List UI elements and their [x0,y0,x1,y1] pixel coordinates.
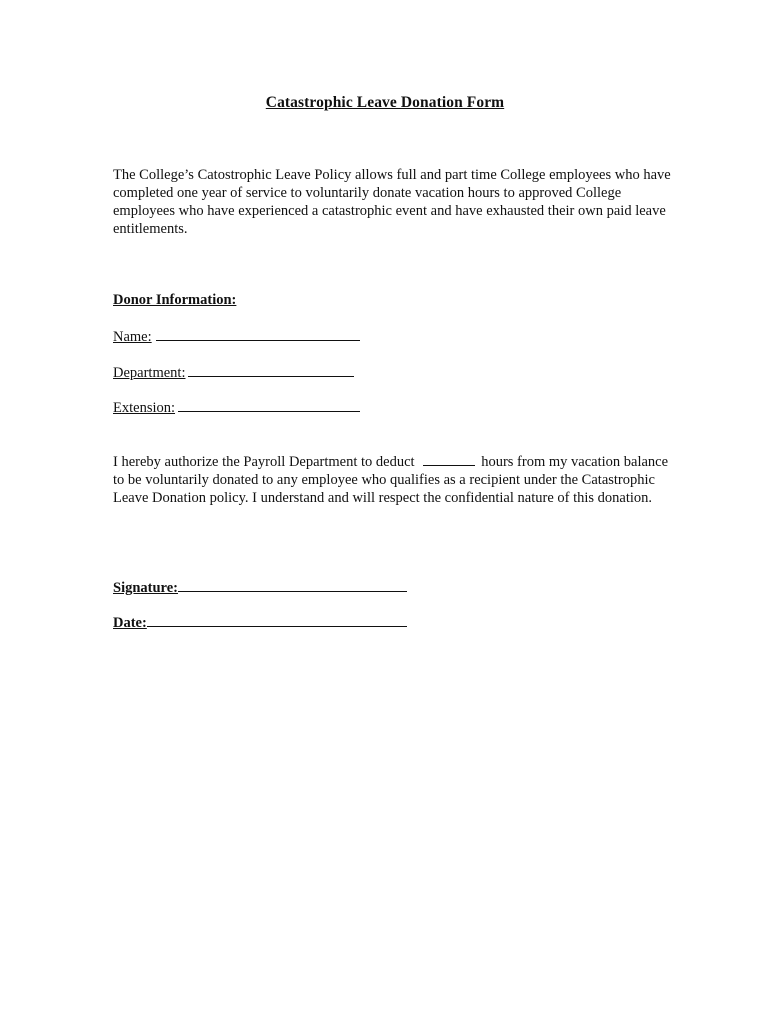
department-field [113,364,354,382]
authorization-text-start: I hereby authorize the Payroll Department to deduct [113,454,415,470]
extension-label: Extension: [113,400,176,416]
name-label: Name: [113,329,152,345]
intro-paragraph: The College’s Catostrophic Leave Policy allows full and part time College employees who have completed one year of service to voluntarily donate vacation hours to approved College employees who have experienced a catastrophic event and have exhausted their own paid leave entitlements. [113,167,671,237]
date-label: Date: [113,615,147,631]
authorization-paragraph [113,453,673,507]
extension-input-line[interactable] [178,399,360,412]
hours-input-line[interactable] [423,453,475,466]
name-input-line[interactable] [156,328,360,341]
signature-label: Signature: [113,580,178,596]
signature-field [113,579,407,597]
signature-input-line[interactable] [178,579,407,592]
department-label: Department: [113,365,186,381]
name-field [113,328,360,346]
department-input-line[interactable] [188,364,354,377]
donor-information-heading: Donor Information: [113,292,237,308]
authorization-text-end: hours from my vacation balance to be voluntarily donated to any employee who qualifies as a recipient under the Catastrophic Leave Donation policy. I understand and will respect the confidential nature of this donation. [113,454,669,506]
date-input-line[interactable] [147,614,407,627]
form-title: Catastrophic Leave Donation Form [265,94,505,111]
extension-field [113,399,360,417]
date-field [113,614,407,632]
